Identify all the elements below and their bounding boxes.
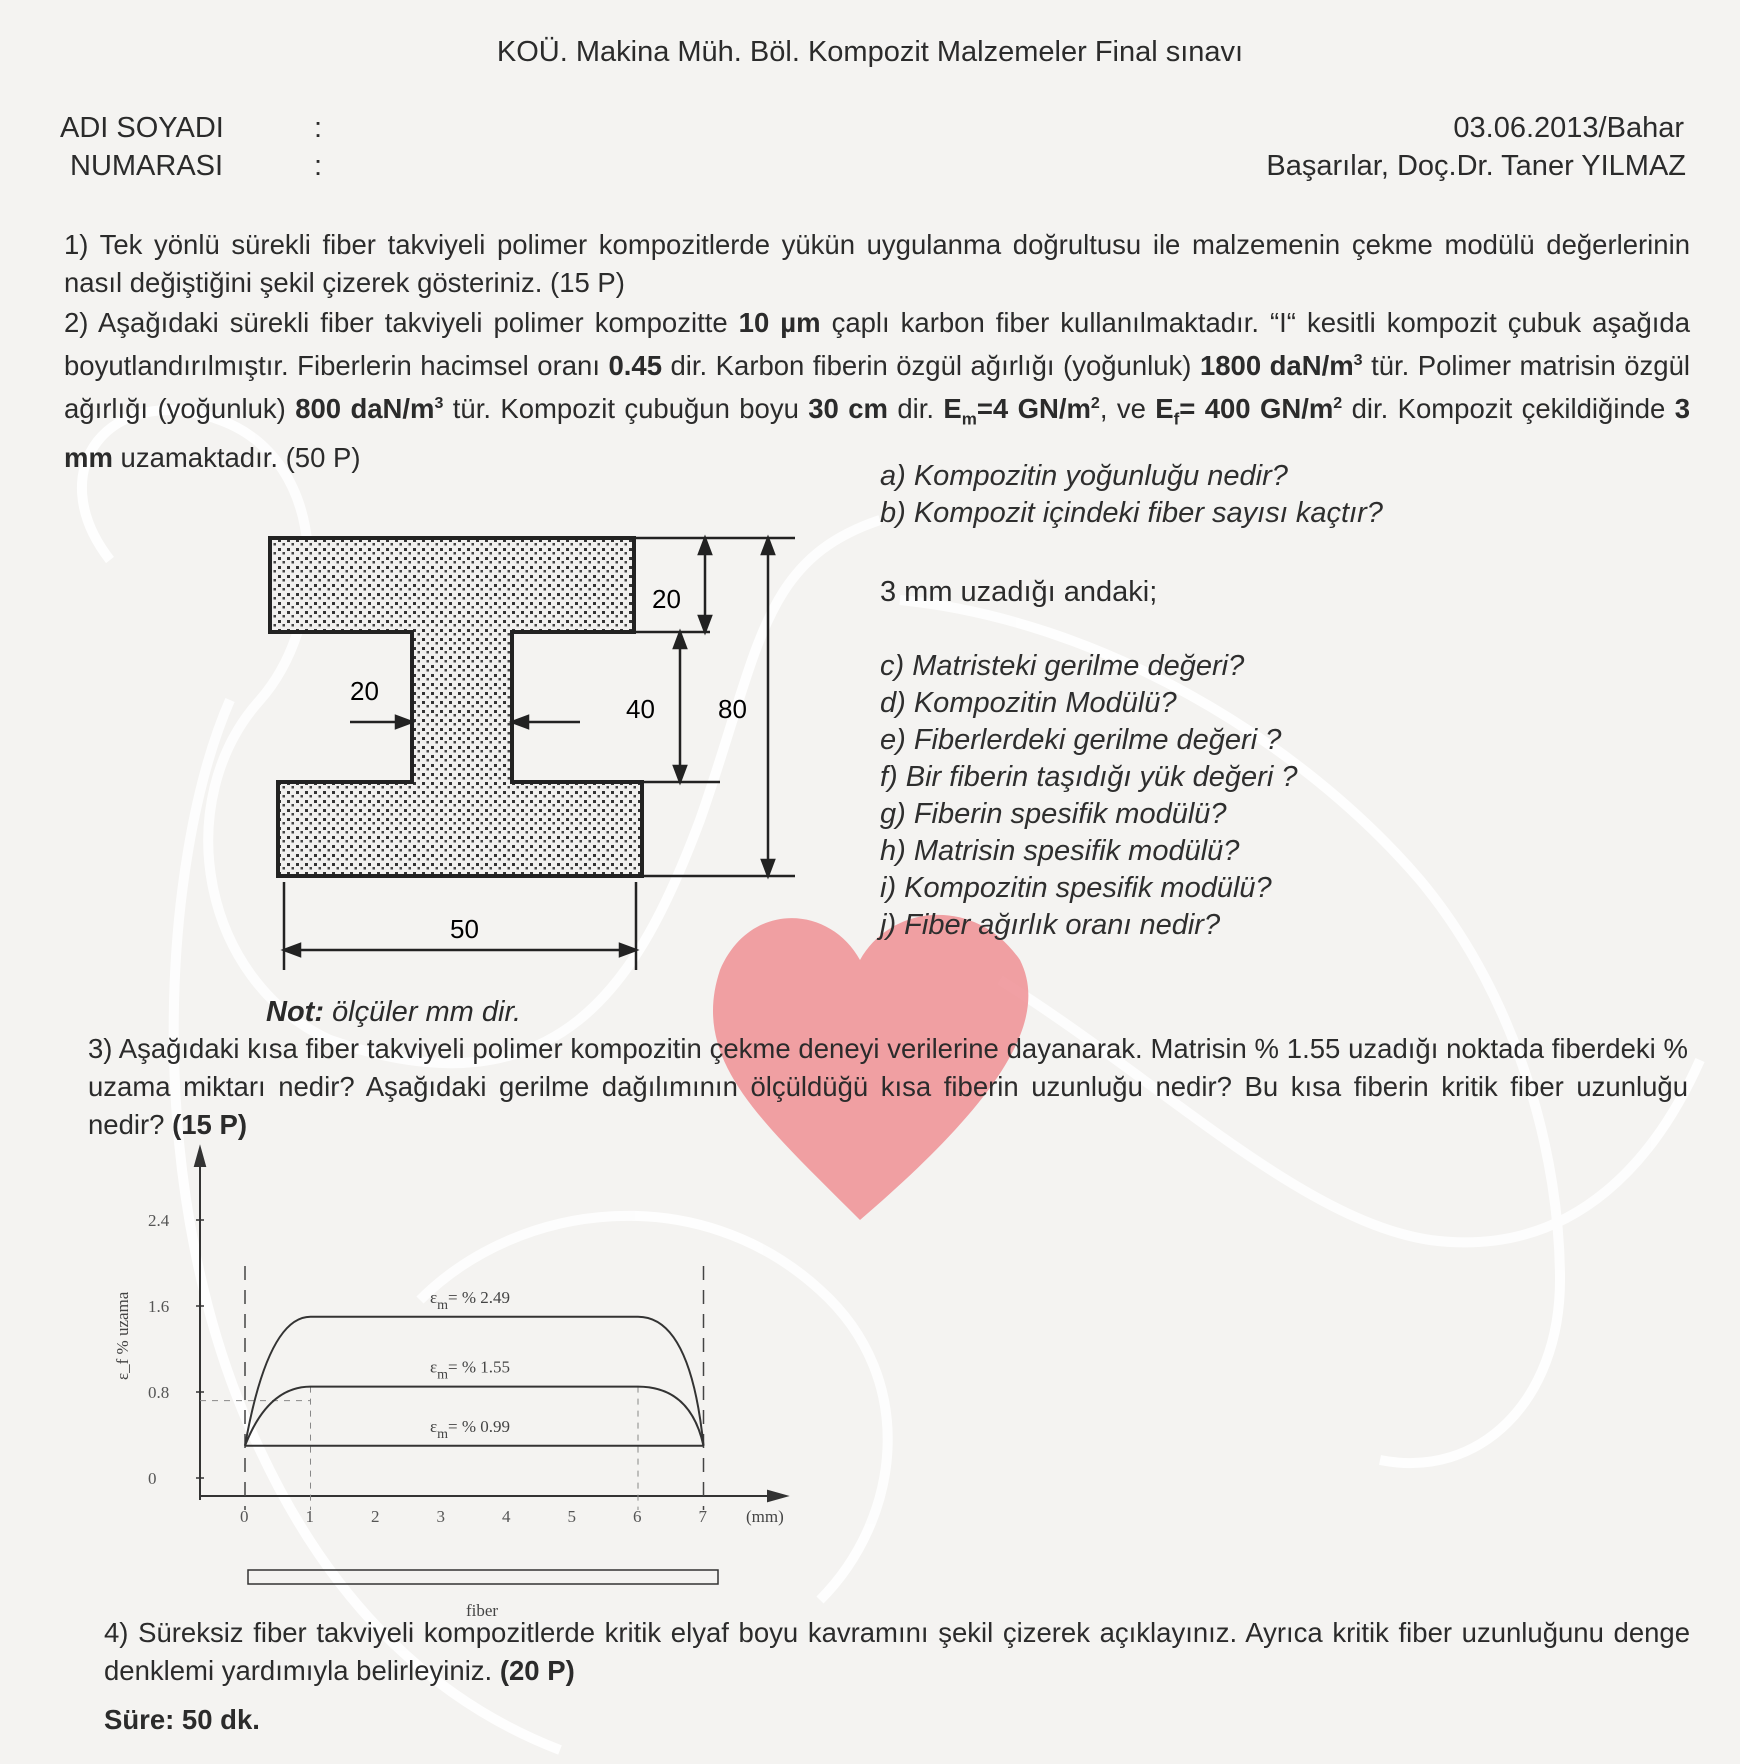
superscript: 2: [1090, 395, 1100, 413]
x-tick-label: 3: [436, 1507, 445, 1526]
question-2: [64, 304, 1690, 477]
sub-question-f: f) Bir fiberin taşıdığı yük değeri ?: [880, 761, 1298, 793]
q2-sub-questions-ab: [880, 458, 1383, 532]
figure-note-text: ölçüler mm dir.: [323, 996, 522, 1028]
x-tick-label: 6: [633, 1507, 642, 1526]
q1-text: Tek yönlü sürekli fiber takviyeli polimer kompozitlerde yükün uygulanma doğrultusu ile malzemenin çekme modülü değerlerinin nasıl değiştiğini şekil çizerek gösteriniz.: [64, 229, 1690, 298]
series-label-3: $\varepsilon_m=$ % 0.99: [430, 1416, 511, 1442]
q2-fiber-diameter: 10 µm: [738, 307, 821, 338]
superscript: 3: [1353, 352, 1363, 369]
sub-question-c: c) Matristeki gerilme değeri?: [880, 650, 1245, 682]
subscript: f: [1173, 409, 1180, 429]
modulus-value: = 400 GN/m: [1179, 393, 1334, 425]
question-1: [64, 226, 1690, 302]
x-tick-label: 1: [305, 1507, 314, 1526]
fiber-label: fiber: [466, 1601, 499, 1620]
q2-text: Aşağıdaki sürekli fiber takviyeli polimer kompozitte: [97, 307, 739, 338]
dim-height-label: 80: [718, 694, 747, 724]
dim-web-label: 20: [350, 676, 379, 706]
modulus-symbol: E: [1155, 393, 1174, 425]
y-tick-label: 2.4: [148, 1211, 170, 1230]
number-colon: :: [314, 150, 323, 182]
sub-question-h: h) Matrisin spesifik modülü?: [880, 835, 1240, 867]
q2-matrix-density-value: 800 daN/m: [295, 393, 435, 425]
q2-text: dir.: [887, 393, 944, 425]
i-beam-section: [270, 538, 642, 876]
x-tick-label: 7: [698, 1507, 707, 1526]
q2-volume-fraction: 0.45: [608, 350, 662, 382]
sub-question-j: j) Fiber ağırlık oranı nedir?: [880, 909, 1221, 941]
q2-text: tür. Kompozit çubuğun boyu: [443, 393, 809, 425]
sub-question-i: i) Kompozitin spesifik modülü?: [880, 872, 1272, 904]
sub-question-d: d) Kompozitin Modülü?: [880, 687, 1177, 719]
q2-text: tür. Polimer matrisin özgül ağırlığı (yoğunluk): [64, 350, 1690, 425]
q4-number: 4): [104, 1617, 129, 1648]
figure-note-bold: Not:: [266, 996, 324, 1028]
x-axis-arrow: [768, 1491, 786, 1501]
series-label-1: $\varepsilon_m=$ % 2.49: [430, 1287, 511, 1313]
superscript: 2: [1333, 395, 1343, 413]
greeting: Başarılar, Doç.Dr. Taner YILMAZ: [1266, 150, 1686, 182]
exam-title: KOÜ. Makina Müh. Böl. Kompozit Malzemeler Final sınavı: [496, 36, 1244, 68]
dim-width-label: 50: [450, 914, 479, 944]
q2-text: , ve: [1099, 393, 1156, 425]
question-4: [104, 1614, 1690, 1690]
q4-text: Süreksiz fiber takviyeli kompozitlerde kritik elyaf boyu kavramını şekil çizerek açıklayınız. Ayrıca kritik fiber uzunluğunu denge denklemi yardımıyla belirleyiniz.: [104, 1617, 1691, 1686]
q2-fiber-density: [1200, 350, 1363, 381]
x-axis-unit-label: (mm): [746, 1507, 784, 1526]
sub-question-a: a) Kompozitin yoğunluğu nedir?: [880, 460, 1288, 492]
x-tick-label: 5: [567, 1507, 576, 1526]
sub-question-g: g) Fiberin spesifik modülü?: [880, 798, 1227, 830]
subscript: m: [961, 409, 977, 429]
figure-note: [266, 996, 521, 1029]
exam-date: 03.06.2013/Bahar: [1453, 112, 1684, 144]
question-3: [88, 1030, 1688, 1144]
q2-text: uzamaktadır.: [112, 441, 286, 473]
q3-number: 3): [88, 1033, 113, 1064]
q2-text: dir. Karbon fiberin özgül ağırlığı (yoğunluk): [662, 350, 1200, 382]
q3-points: (15 P): [172, 1109, 247, 1140]
x-tick-label: 2: [371, 1507, 380, 1526]
q2-matrix-density: [295, 393, 443, 424]
q2-fiber-density-value: 1800 daN/m: [1199, 350, 1354, 382]
name-colon: :: [314, 112, 323, 144]
strain-distribution-chart: [100, 1140, 820, 1630]
y-axis-arrow: [195, 1148, 205, 1166]
q1-number: 1): [64, 229, 89, 260]
modulus-symbol: E: [943, 393, 962, 425]
y-tick-label: 1.6: [148, 1297, 170, 1316]
q2-matrix-modulus: [943, 393, 1100, 429]
q2-intro: 3 mm uzadığı andaki;: [880, 576, 1158, 608]
q2-elongation: 3 mm: [64, 393, 1690, 473]
q3-text: Aşağıdaki kısa fiber takviyeli polimer kompozitin çekme deneyi verilerine dayanarak. Matrisin % 1.55 uzadığı noktada fiberdeki % uzama miktarı nedir? Aşağıdaki gerilme dağılımının ölçüldüğü kısa fiberin uzunluğu nedir? Bu kısa fiberin kritik fiber uzunluğu nedir?: [88, 1033, 1688, 1140]
number-label: NUMARASI: [70, 150, 224, 182]
exam-duration: Süre: 50 dk.: [104, 1704, 260, 1735]
q2-points: (50 P): [285, 441, 361, 473]
q4-points: (20 P): [499, 1655, 575, 1686]
dim-flange-label: 20: [652, 584, 681, 614]
sub-question-e: e) Fiberlerdeki gerilme değeri ?: [880, 724, 1282, 756]
superscript: 3: [434, 395, 444, 413]
name-label: ADI SOYADI: [60, 112, 224, 144]
dim-height-mid-label: 40: [626, 694, 655, 724]
q2-text: dir. Kompozit çekildiğinde: [1342, 393, 1675, 425]
q2-sub-questions-cj: [880, 648, 1297, 944]
q2-number: 2): [64, 307, 89, 338]
x-tick-label: 0: [240, 1507, 249, 1526]
fiber-bar: [248, 1570, 718, 1584]
q2-fiber-modulus: [1155, 393, 1343, 429]
q1-points: (15 P): [550, 267, 625, 298]
sub-question-b: b) Kompozit içindeki fiber sayısı kaçtır?: [880, 497, 1383, 529]
series-label-2: $\varepsilon_m=$ % 1.55: [430, 1357, 511, 1383]
y-axis-label: ε_f % uzama: [113, 1291, 132, 1380]
y-tick-label: 0: [148, 1469, 157, 1488]
y-tick-label: 0.8: [148, 1383, 170, 1402]
i-beam-figure: [250, 520, 810, 980]
q2-text: çaplı karbon fiber kullanılmaktadır. “I“ kesitli kompozit çubuk aşağıda boyutlandırılmıştır. Fiberlerin hacimsel oranı: [64, 307, 1691, 382]
modulus-value: =4 GN/m: [976, 393, 1091, 425]
x-tick-label: 4: [502, 1507, 511, 1526]
q2-length: 30 cm: [808, 393, 888, 425]
